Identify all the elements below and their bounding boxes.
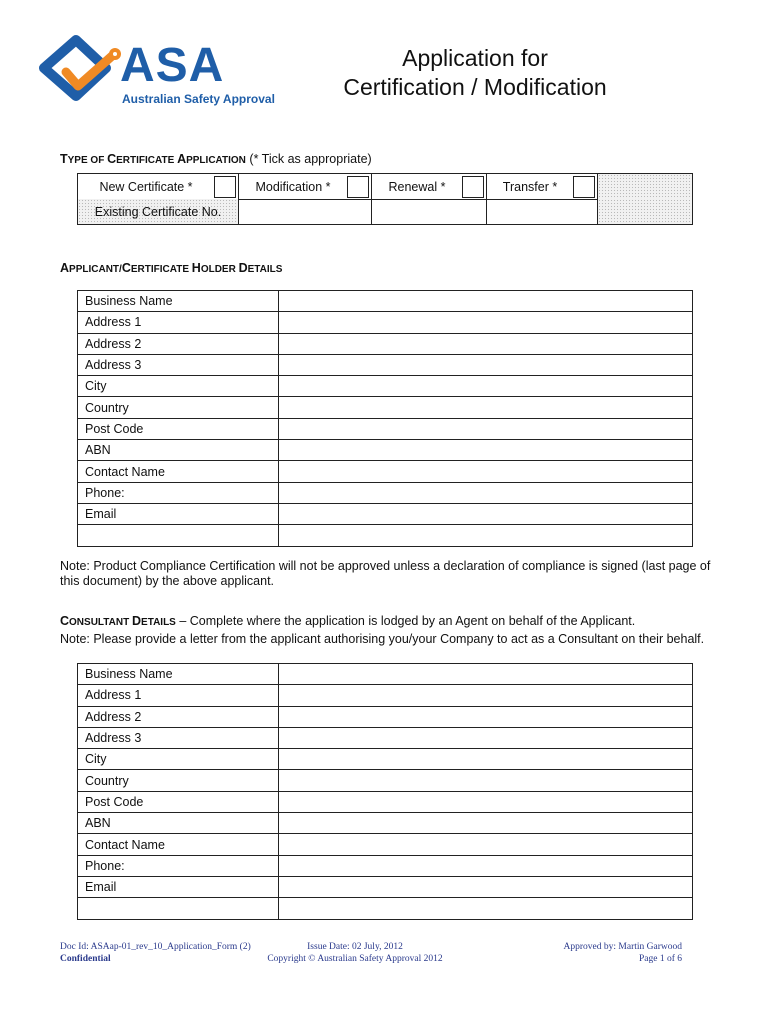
existing-certificate-field-1[interactable] <box>239 199 372 224</box>
table-row <box>78 898 692 919</box>
certificate-type-table <box>77 173 693 225</box>
abn-input[interactable] <box>279 440 692 460</box>
applicant-details-table <box>77 290 693 547</box>
row-label: Contact Name <box>78 461 279 481</box>
consultant-business-name-input[interactable] <box>279 664 692 684</box>
heading-part: ETAILS <box>141 617 176 628</box>
row-label: Country <box>78 397 279 417</box>
applicant-section-heading <box>60 261 282 275</box>
consultant-email-input[interactable] <box>279 877 692 897</box>
row-label: Business Name <box>78 291 279 311</box>
footer-center <box>240 941 470 965</box>
consultant-address-2-input[interactable] <box>279 707 692 727</box>
heading-part: D <box>238 261 248 275</box>
footer-left <box>60 941 251 965</box>
consultant-address-1-input[interactable] <box>279 685 692 705</box>
option-label: Renewal * <box>388 179 446 194</box>
consultant-address-3-input[interactable] <box>279 728 692 748</box>
table-row <box>78 334 692 355</box>
logo-brand-text: ASA <box>120 39 225 92</box>
contact-name-input[interactable] <box>279 461 692 481</box>
footer-right <box>500 941 682 965</box>
table-row <box>78 419 692 440</box>
row-label: Post Code <box>78 419 279 439</box>
row-label: City <box>78 376 279 396</box>
consultant-abn-input[interactable] <box>279 813 692 833</box>
option-new-certificate <box>78 174 239 199</box>
heading-part: PPLICATION <box>186 155 246 166</box>
row-label: Country <box>78 770 279 790</box>
table-row <box>78 707 692 728</box>
table-row <box>78 877 692 898</box>
row-label <box>78 525 279 546</box>
row-label: Phone: <box>78 856 279 876</box>
row-label: Address 1 <box>78 685 279 705</box>
table-row <box>78 792 692 813</box>
table-row <box>78 685 692 706</box>
table-row <box>78 504 692 525</box>
row-label: Business Name <box>78 664 279 684</box>
heading-part: D <box>132 614 142 628</box>
row-label: ABN <box>78 813 279 833</box>
option-label: Modification * <box>255 179 331 194</box>
table-row <box>78 770 692 791</box>
city-input[interactable] <box>279 376 692 396</box>
consultant-heading-note: – Complete where the application is lodged by an Agent on behalf of the Applicant. <box>179 614 636 628</box>
heading-part: OLDER <box>200 264 239 275</box>
consultant-section-heading <box>60 614 635 628</box>
consultant-extra-input[interactable] <box>279 898 692 919</box>
business-name-input[interactable] <box>279 291 692 311</box>
row-label: Address 2 <box>78 707 279 727</box>
heading-part: C <box>107 152 117 166</box>
heading-part: ETAILS <box>247 264 283 275</box>
existing-certificate-row <box>78 199 692 224</box>
footer-confidential: Confidential <box>60 954 111 964</box>
table-row <box>78 834 692 855</box>
option-label: Transfer * <box>502 179 558 194</box>
row-label: ABN <box>78 440 279 460</box>
heading-part: C <box>60 614 70 628</box>
table-row <box>78 525 692 546</box>
shaded-cell <box>598 174 692 199</box>
heading-part: ERTIFICATE <box>130 264 192 275</box>
heading-part: ONSULTANT <box>69 617 132 628</box>
table-row <box>78 461 692 482</box>
shaded-cell <box>598 199 692 224</box>
heading-part: PPLICANT/ <box>69 264 122 275</box>
option-label: New Certificate * <box>99 179 193 194</box>
address-2-input[interactable] <box>279 334 692 354</box>
option-renewal <box>372 174 487 199</box>
heading-part: T <box>60 152 68 166</box>
row-label: Address 3 <box>78 355 279 375</box>
heading-part: YPE OF <box>67 155 108 166</box>
consultant-note: Note: Please provide a letter from the applicant authorising you/your Company to act as a Consultant on their behalf. <box>60 632 705 646</box>
table-row <box>78 355 692 376</box>
option-modification <box>239 174 372 199</box>
new-certificate-checkbox[interactable] <box>214 176 236 198</box>
row-label: Email <box>78 504 279 524</box>
type-heading-note: (* Tick as appropriate) <box>249 152 372 166</box>
table-row <box>78 856 692 877</box>
table-row <box>78 440 692 461</box>
consultant-contact-name-input[interactable] <box>279 834 692 854</box>
applicant-note: Note: Product Compliance Certification will not be approved unless a declaration of compliance is signed (last page of this document) by the above applicant. <box>60 559 711 588</box>
row-label <box>78 898 279 919</box>
row-label: City <box>78 749 279 769</box>
row-label: Address 3 <box>78 728 279 748</box>
footer-issue-date: Issue Date: 02 July, 2012 <box>307 942 403 952</box>
row-label: Phone: <box>78 483 279 503</box>
extra-input[interactable] <box>279 525 692 546</box>
footer-page: Page 1 of 6 <box>638 954 682 964</box>
row-label: Contact Name <box>78 834 279 854</box>
document-title <box>310 44 640 102</box>
row-label: Address 1 <box>78 312 279 332</box>
table-row <box>78 728 692 749</box>
transfer-checkbox[interactable] <box>573 176 595 198</box>
address-3-input[interactable] <box>279 355 692 375</box>
consultant-details-table <box>77 663 693 920</box>
footer-approved-by: Approved by: Martin Garwood <box>563 942 682 952</box>
heading-part: H <box>191 261 201 275</box>
phone-input[interactable] <box>279 483 692 503</box>
existing-certificate-field-3[interactable] <box>487 199 598 224</box>
option-transfer <box>487 174 598 199</box>
table-row <box>78 397 692 418</box>
heading-part: ERTIFICATE <box>116 155 178 166</box>
consultant-post-code-input[interactable] <box>279 792 692 812</box>
footer-copyright: Copyright © Australian Safety Approval 2012 <box>267 954 443 964</box>
row-label: Address 2 <box>78 334 279 354</box>
footer-doc-id: Doc Id: ASAap-01_rev_10_Application_Form (2) <box>60 942 251 952</box>
renewal-checkbox[interactable] <box>462 176 484 198</box>
certificate-type-row <box>78 174 692 200</box>
email-input[interactable] <box>279 504 692 524</box>
heading-part: A <box>60 261 70 275</box>
logo-tagline: Australian Safety Approval <box>122 92 275 106</box>
type-section-heading <box>60 152 372 166</box>
table-row <box>78 376 692 397</box>
existing-label-text: Existing Certificate No. <box>94 204 222 219</box>
post-code-input[interactable] <box>279 419 692 439</box>
country-input[interactable] <box>279 397 692 417</box>
table-row <box>78 483 692 504</box>
address-1-input[interactable] <box>279 312 692 332</box>
consultant-country-input[interactable] <box>279 770 692 790</box>
consultant-city-input[interactable] <box>279 749 692 769</box>
table-row <box>78 749 692 770</box>
modification-checkbox[interactable] <box>347 176 369 198</box>
title-line-2: Certification / Modification <box>343 74 607 100</box>
heading-part: A <box>177 152 187 166</box>
table-row <box>78 664 692 685</box>
consultant-phone-input[interactable] <box>279 856 692 876</box>
existing-certificate-label <box>78 199 239 224</box>
row-label: Email <box>78 877 279 897</box>
title-line-1: Application for <box>402 45 548 71</box>
existing-certificate-field-2[interactable] <box>372 199 487 224</box>
heading-part: C <box>121 261 131 275</box>
table-row <box>78 312 692 333</box>
asa-logo <box>36 34 298 118</box>
table-row <box>78 291 692 312</box>
table-row <box>78 813 692 834</box>
row-label: Post Code <box>78 792 279 812</box>
